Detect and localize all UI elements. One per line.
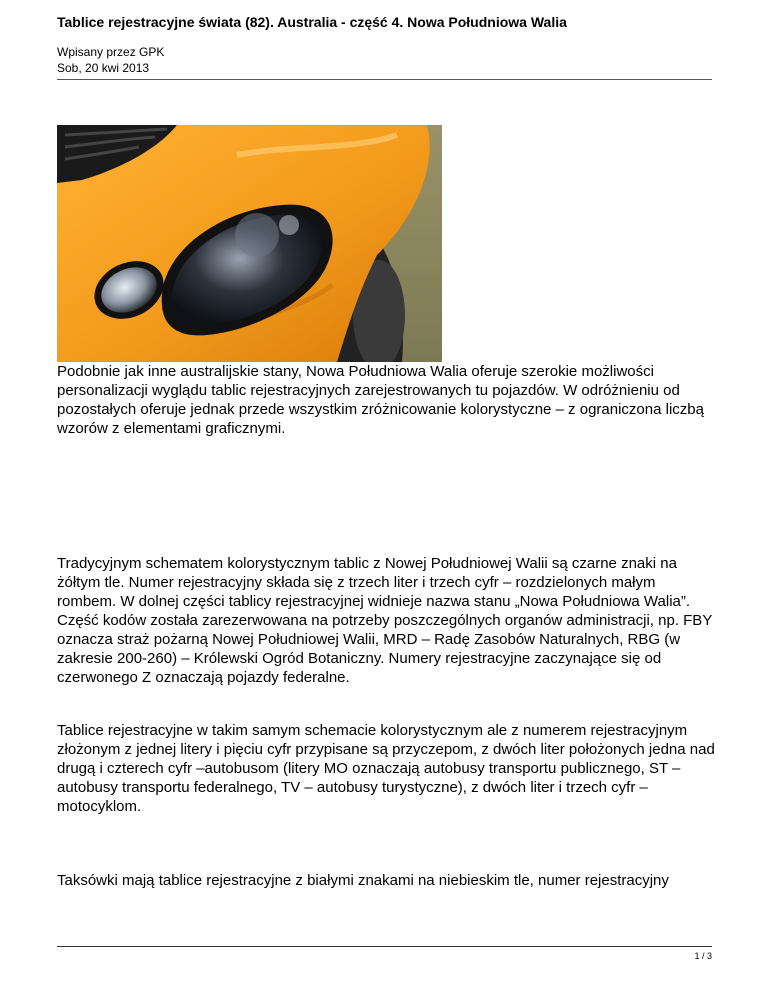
car-photo [57, 125, 442, 362]
header-divider [57, 79, 712, 80]
page-number: 1 / 3 [694, 951, 712, 961]
paragraph-2: Tradycyjnym schematem kolorystycznym tablic z Nowej Południowej Walii są czarne znaki na żółtym tle. Numer rejestracyjny składa się z trzech liter i trzech cyfr – rozdzielonych małym rombem. W dolnej części tablicy rejestracyjnej widnieje nazwa stanu „Nowa Południowa Walia”. Część kodów została zarezerwowana na potrzeby poszczególnych organów administracji, np. FBY oznacza straż pożarną Nowej Południowej Walii, MRD – Radę Zasobów Naturalnych, RBG (w zakresie 200-260) – Królewski Ogród Botaniczny. Numery rejestracyjne zaczynające się od czerwonego Z oznaczają pojazdy federalne. [57, 555, 713, 686]
date-line: Sob, 20 kwi 2013 [57, 61, 150, 75]
paragraph-3: Tablice rejestracyjne w takim samym schemacie kolorystycznym ale z numerem rejestracyjnym złożonym z jednej litery i pięciu cyfr przypisane są przyczepom, z dwóch liter położonych jedna nad drugą i czterech cyfr –autobusom (litery MO oznaczają autobusy transportu publicznego, ST – autobusy transportu federalnego, TV – autobusy turystyczne), z dwóch liter i trzech cyfr – motocyklom. [57, 722, 715, 815]
page-title: Tablice rejestracyjne świata (82). Australia - część 4. Nowa Południowa Walia [57, 14, 567, 30]
car-photo-graphic [57, 125, 442, 362]
paragraph-4: Taksówki mają tablice rejestracyjne z białymi znakami na niebieskim tle, numer rejestracyjny [57, 872, 669, 889]
paragraph-1: Podobnie jak inne australijskie stany, Nowa Południowa Walia oferuje szerokie możliwości personalizacji wyglądu tablic rejestracyjnych zarejestrowanych tu pojazdów. W odróżnieniu od pozostałych oferuje jednak przede wszystkim zróżnicowanie kolorystyczne – z ograniczona liczbą wzorów z elementami graficznymi. [57, 363, 704, 437]
footer-divider [57, 946, 712, 947]
author-line: Wpisany przez GPK [57, 45, 165, 59]
article-meta [57, 44, 164, 76]
